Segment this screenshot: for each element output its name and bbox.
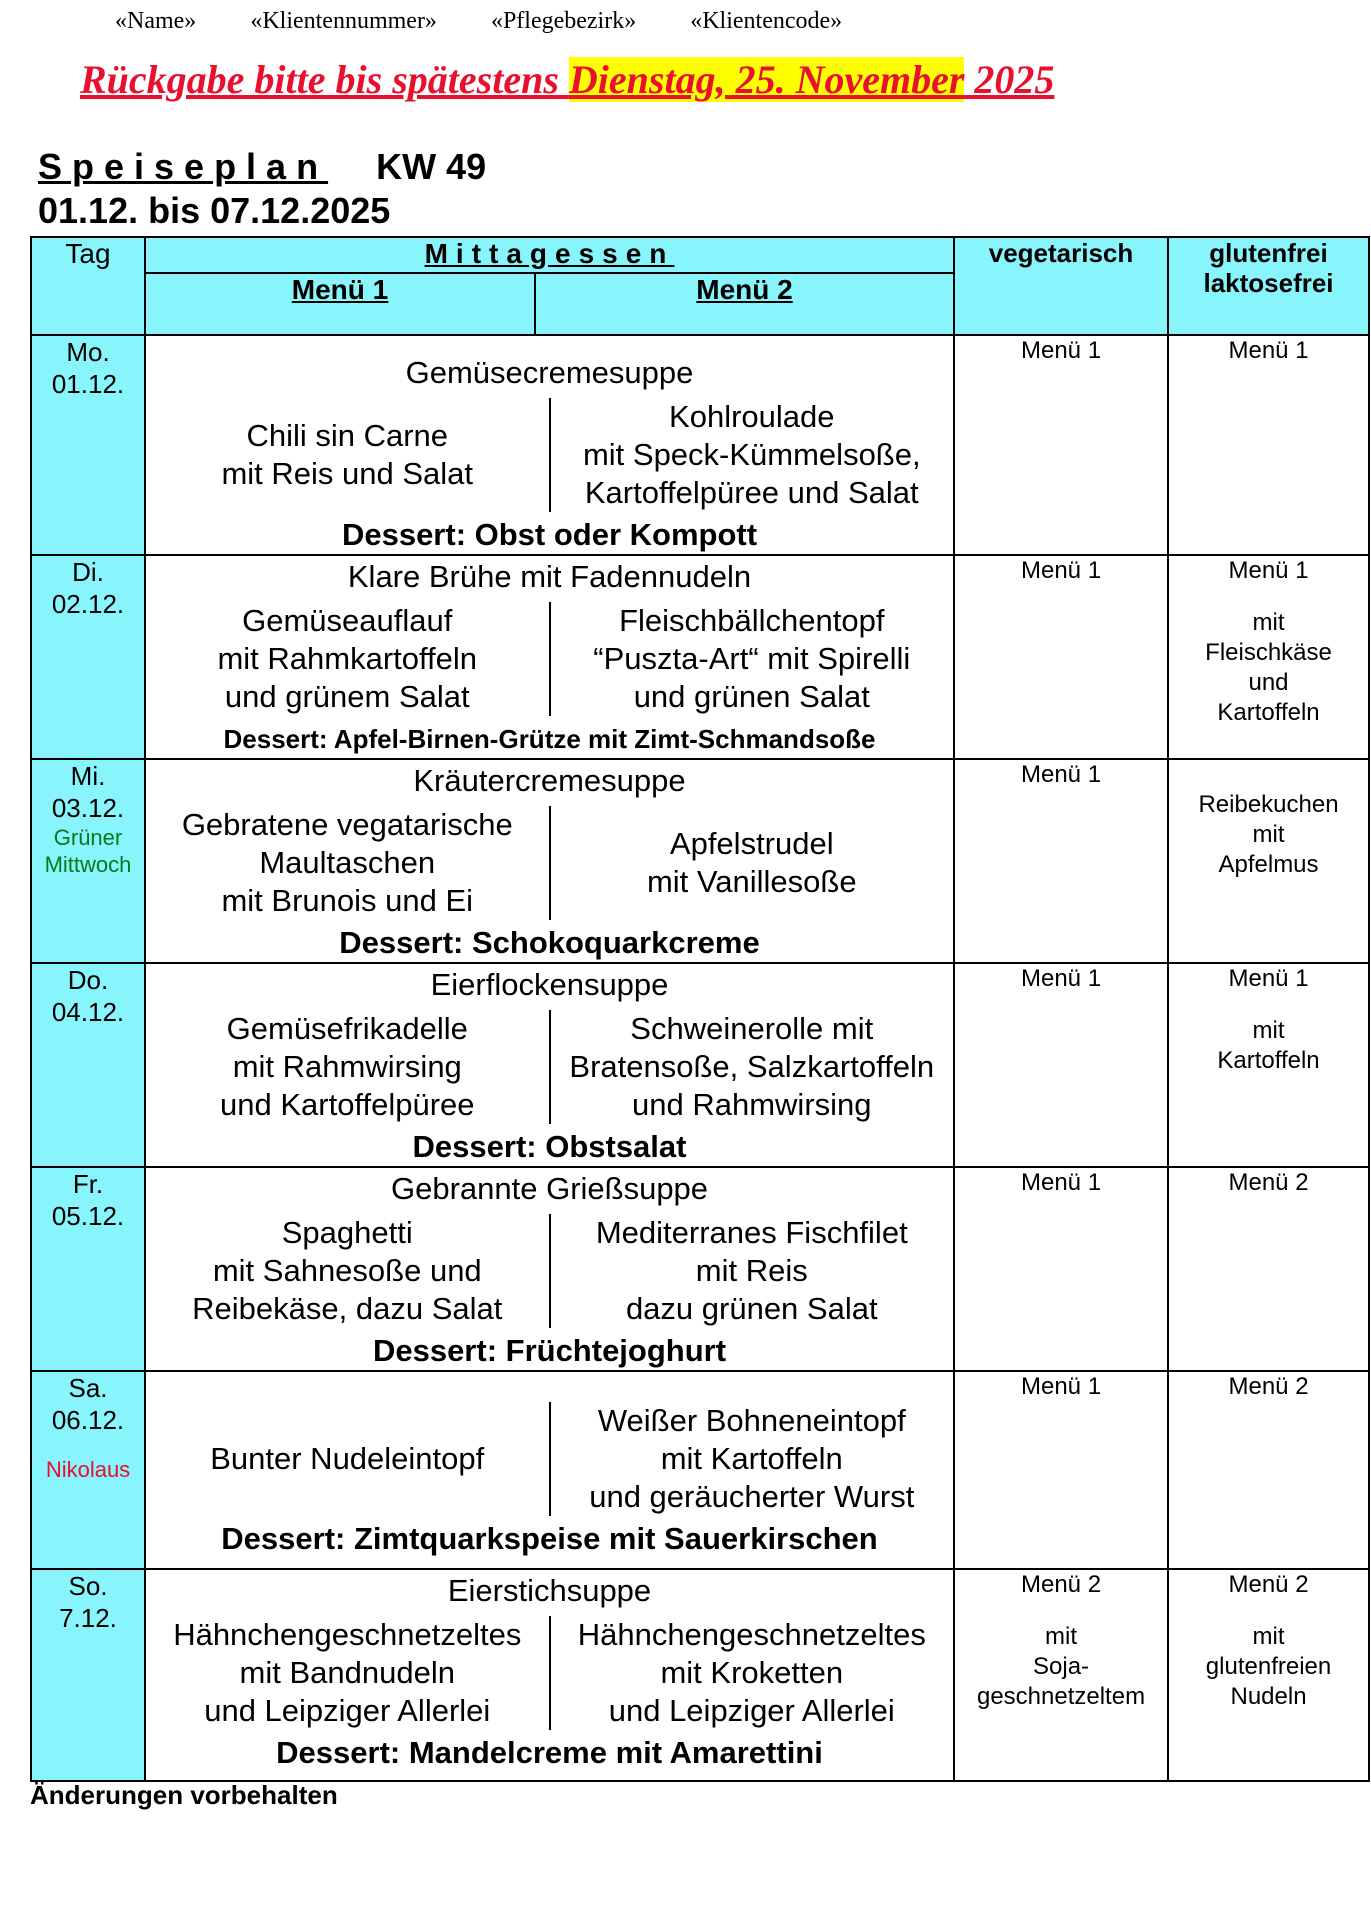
date-range: 01.12. bis 07.12.2025: [38, 190, 391, 231]
vegetarian-choice: Menü 1: [1020, 965, 1102, 992]
dish-line: Hähnchengeschnetzeltes: [577, 1617, 926, 1652]
day-row: [31, 555, 1369, 759]
weekday: Di.: [72, 557, 104, 587]
menu-options: [146, 398, 953, 512]
menu1-dish: [146, 1402, 551, 1516]
detail-line: mit: [1252, 609, 1285, 636]
header-menu1: Menü 1: [145, 273, 535, 335]
header-lunch: Mittagessen: [145, 237, 954, 273]
dish-line: Weißer Bohneneintopf: [597, 1403, 906, 1438]
return-deadline: [80, 56, 1054, 103]
glutenfree-cell: [1168, 759, 1369, 963]
glutenfree-choice: Menü 2: [1228, 1571, 1309, 1598]
meal-cell: [145, 1569, 954, 1781]
dish-line: “Puszta-Art“ mit Spirelli: [593, 641, 911, 676]
dish-line: mit Kroketten: [660, 1655, 844, 1690]
glutenfree-cell: [1168, 1371, 1369, 1569]
menu1-dish: [146, 806, 551, 920]
day-cell: [31, 1167, 145, 1371]
detail-line: Fleischkäse: [1205, 639, 1332, 666]
soup: Klare Brühe mit Fadennudeln: [347, 559, 752, 594]
glutenfree-cell: [1168, 555, 1369, 759]
vegetarian-choice: Menü 1: [1020, 1169, 1102, 1196]
header-lactosefree-label: laktosefrei: [1203, 268, 1334, 298]
menu1-dish: [146, 1616, 551, 1730]
day-date: 06.12.: [51, 1405, 125, 1435]
dish-line: Gebratene vegatarische: [181, 807, 513, 842]
vegetarian-cell: [954, 555, 1168, 759]
day-cell: [31, 1569, 145, 1781]
vegetarian-choice: Menü 1: [1020, 337, 1102, 364]
vegetarian-choice: Menü 1: [1020, 1373, 1102, 1400]
menu2-dish: [551, 1616, 954, 1730]
meal-cell: [145, 1371, 954, 1569]
menu2-dish: [551, 398, 954, 512]
dish-line: Spaghetti: [281, 1215, 413, 1250]
day-row: [31, 1371, 1369, 1569]
glutenfree-cell: [1168, 335, 1369, 555]
glutenfree-choice: Menü 2: [1228, 1373, 1309, 1400]
menu1-dish: [146, 398, 551, 512]
dish-line: Chili sin Carne: [246, 418, 449, 453]
dish-line: mit Kartoffeln: [660, 1441, 843, 1476]
dish-line: und geräucherter Wurst: [589, 1479, 915, 1514]
dish-line: mit Sahnesoße und: [212, 1253, 482, 1288]
detail-line: Apfelmus: [1218, 851, 1319, 878]
dessert: Dessert: Obstsalat: [412, 1129, 687, 1164]
deadline-year: 2025: [964, 57, 1055, 102]
field-name: «Name»: [115, 8, 197, 34]
dish-line: dazu grünen Salat: [625, 1291, 878, 1326]
day-cell: [31, 963, 145, 1167]
day-row: [31, 759, 1369, 963]
detail-line: mit: [1045, 1623, 1078, 1650]
detail-line: mit: [1252, 1017, 1285, 1044]
dish-line: mit Speck-Kümmelsoße,: [582, 437, 921, 472]
day-cell: [31, 759, 145, 963]
field-client-number: «Klientennummer»: [250, 8, 437, 34]
dish-line: Fleischbällchentopf: [619, 603, 885, 638]
day-note: Nikolaus: [45, 1457, 131, 1482]
menu1-dish: [146, 1214, 551, 1328]
glutenfree-cell: [1168, 1569, 1369, 1781]
weekday: Mi.: [70, 761, 106, 791]
meal-cell: [145, 335, 954, 555]
deadline-date: Dienstag, 25. November: [568, 57, 965, 102]
header-menu2: Menü 2: [535, 273, 954, 335]
field-care-district: «Pflegebezirk»: [490, 8, 637, 34]
glutenfree-cell: [1168, 1167, 1369, 1371]
meal-cell: [145, 1167, 954, 1371]
header-vegetarian: vegetarisch: [954, 237, 1168, 335]
dessert: Dessert: Zimtquarkspeise mit Sauerkirschen: [221, 1521, 878, 1556]
menu2-dish: [551, 806, 954, 920]
dish-line: und grünem Salat: [224, 679, 470, 714]
field-client-code: «Klientencode»: [690, 8, 843, 34]
footer-note: Änderungen vorbehalten: [30, 1780, 338, 1810]
dish-line: und Leipziger Allerlei: [608, 1693, 895, 1728]
menu-options: [146, 1616, 953, 1730]
glutenfree-detail: [1169, 1016, 1368, 1076]
glutenfree-choice: Menü 1: [1228, 557, 1309, 584]
merge-fields: [115, 8, 890, 35]
dessert: Dessert: Schokoquarkcreme: [339, 925, 760, 960]
dish-line: und Leipziger Allerlei: [204, 1693, 491, 1728]
header-glutenfree: [1168, 237, 1369, 335]
dish-line: Kohlroulade: [669, 399, 835, 434]
dish-line: und grünen Salat: [633, 679, 870, 714]
vegetarian-cell: [954, 759, 1168, 963]
glutenfree-choice: Menü 1: [1228, 965, 1309, 992]
soup: Kräutercremesuppe: [413, 763, 686, 798]
day-row: [31, 1167, 1369, 1371]
dish-line: mit Reis und Salat: [221, 456, 474, 491]
vegetarian-detail: [955, 1622, 1167, 1712]
day-date: 03.12.: [51, 793, 125, 823]
weekday: Sa.: [68, 1373, 108, 1403]
header-day: Tag: [31, 237, 145, 335]
dish-line: Bratensoße, Salzkartoffeln: [569, 1049, 935, 1084]
meal-cell: [145, 759, 954, 963]
menu1-dish: [146, 602, 551, 716]
day-cell: [31, 335, 145, 555]
dish-line: Maultaschen: [259, 845, 436, 880]
dessert: Dessert: Obst oder Kompott: [341, 517, 758, 552]
vegetarian-choice: Menü 1: [1020, 761, 1102, 788]
deadline-prefix: Rückgabe bitte bis spätestens: [80, 57, 569, 102]
detail-line: geschnetzeltem: [976, 1683, 1146, 1710]
menu-table: [30, 236, 1370, 1782]
page-title: [38, 146, 486, 188]
dish-line: Gemüsefrikadelle: [226, 1011, 468, 1046]
soup: Eierstichsuppe: [447, 1573, 652, 1608]
day-cell: [31, 1371, 145, 1569]
calendar-week: KW 49: [376, 146, 487, 187]
vegetarian-cell: [954, 963, 1168, 1167]
glutenfree-choice: Menü 1: [1228, 337, 1309, 364]
dish-line: Apfelstrudel: [669, 826, 834, 861]
dessert: Dessert: Apfel-Birnen-Grütze mit Zimt-Schmandsoße: [223, 724, 876, 754]
vegetarian-choice: Menü 2: [1020, 1571, 1102, 1598]
detail-line: und: [1248, 669, 1289, 696]
glutenfree-cell: [1168, 963, 1369, 1167]
day-row: [31, 963, 1369, 1167]
menu-options: [146, 1402, 953, 1516]
day-note: Grüner Mittwoch: [44, 825, 132, 877]
dish-line: und Kartoffelpüree: [220, 1087, 475, 1122]
vegetarian-cell: [954, 1569, 1168, 1781]
menu2-dish: [551, 1010, 954, 1124]
menu-options: [146, 806, 953, 920]
glutenfree-detail: [1169, 1622, 1368, 1712]
dish-line: Mediterranes Fischfilet: [595, 1215, 908, 1250]
detail-line: Kartoffeln: [1217, 699, 1320, 726]
weekday: So.: [68, 1571, 108, 1601]
menu-options: [146, 1010, 953, 1124]
menu2-dish: [551, 1402, 954, 1516]
dish-line: mit Rahmwirsing: [232, 1049, 462, 1084]
day-date: 01.12.: [51, 369, 125, 399]
meal-cell: [145, 555, 954, 759]
menu-options: [146, 1214, 953, 1328]
dish-line: Hähnchengeschnetzeltes: [173, 1617, 522, 1652]
vegetarian-cell: [954, 335, 1168, 555]
detail-line: Reibekuchen: [1198, 791, 1339, 818]
day-date: 05.12.: [51, 1201, 125, 1231]
day-row: [31, 335, 1369, 555]
menu2-dish: [551, 602, 954, 716]
day-date: 02.12.: [51, 589, 125, 619]
detail-line: Kartoffeln: [1217, 1047, 1320, 1074]
detail-line: mit: [1252, 1623, 1285, 1650]
dessert: Dessert: Mandelcreme mit Amarettini: [276, 1735, 823, 1770]
header-glutenfree-label: glutenfrei: [1209, 238, 1328, 268]
dish-line: mit Vanillesoße: [646, 864, 857, 899]
menu-options: [146, 602, 953, 716]
weekday: Fr.: [72, 1169, 104, 1199]
dish-line: mit Reis: [695, 1253, 808, 1288]
day-date: 04.12.: [51, 997, 125, 1027]
dish-line: Reibekäse, dazu Salat: [192, 1291, 503, 1326]
soup: Eierflockensuppe: [430, 967, 669, 1002]
day-date: 7.12.: [59, 1603, 117, 1633]
day-cell: [31, 555, 145, 759]
menu2-dish: [551, 1214, 954, 1328]
detail-line: mit: [1252, 821, 1285, 848]
glutenfree-detail: [1169, 790, 1368, 880]
vegetarian-cell: [954, 1167, 1168, 1371]
dish-line: mit Brunois und Ei: [221, 883, 474, 918]
dish-line: Kartoffelpüree und Salat: [584, 475, 919, 510]
detail-line: Soja-: [1033, 1653, 1090, 1680]
glutenfree-choice: Menü 2: [1228, 1169, 1309, 1196]
vegetarian-choice: Menü 1: [1020, 557, 1102, 584]
meal-cell: [145, 963, 954, 1167]
dish-line: Bunter Nudeleintopf: [210, 1441, 485, 1476]
weekday: Do.: [67, 965, 109, 995]
weekday: Mo.: [66, 337, 110, 367]
dish-line: Schweinerolle mit: [630, 1011, 874, 1046]
vegetarian-cell: [954, 1371, 1168, 1569]
detail-line: Nudeln: [1230, 1683, 1307, 1710]
menu1-dish: [146, 1010, 551, 1124]
detail-line: glutenfreien: [1205, 1653, 1332, 1680]
dish-line: Gemüseauflauf: [242, 603, 453, 638]
title-word: Speiseplan: [38, 146, 329, 187]
glutenfree-detail: [1169, 608, 1368, 728]
dish-line: mit Rahmkartoffeln: [217, 641, 478, 676]
dish-line: mit Bandnudeln: [239, 1655, 455, 1690]
soup: Gebrannte Grießsuppe: [390, 1171, 709, 1206]
soup: Gemüsecremesuppe: [405, 355, 694, 390]
dessert: Dessert: Früchtejoghurt: [372, 1333, 727, 1368]
dish-line: und Rahmwirsing: [632, 1087, 872, 1122]
day-row: [31, 1569, 1369, 1781]
